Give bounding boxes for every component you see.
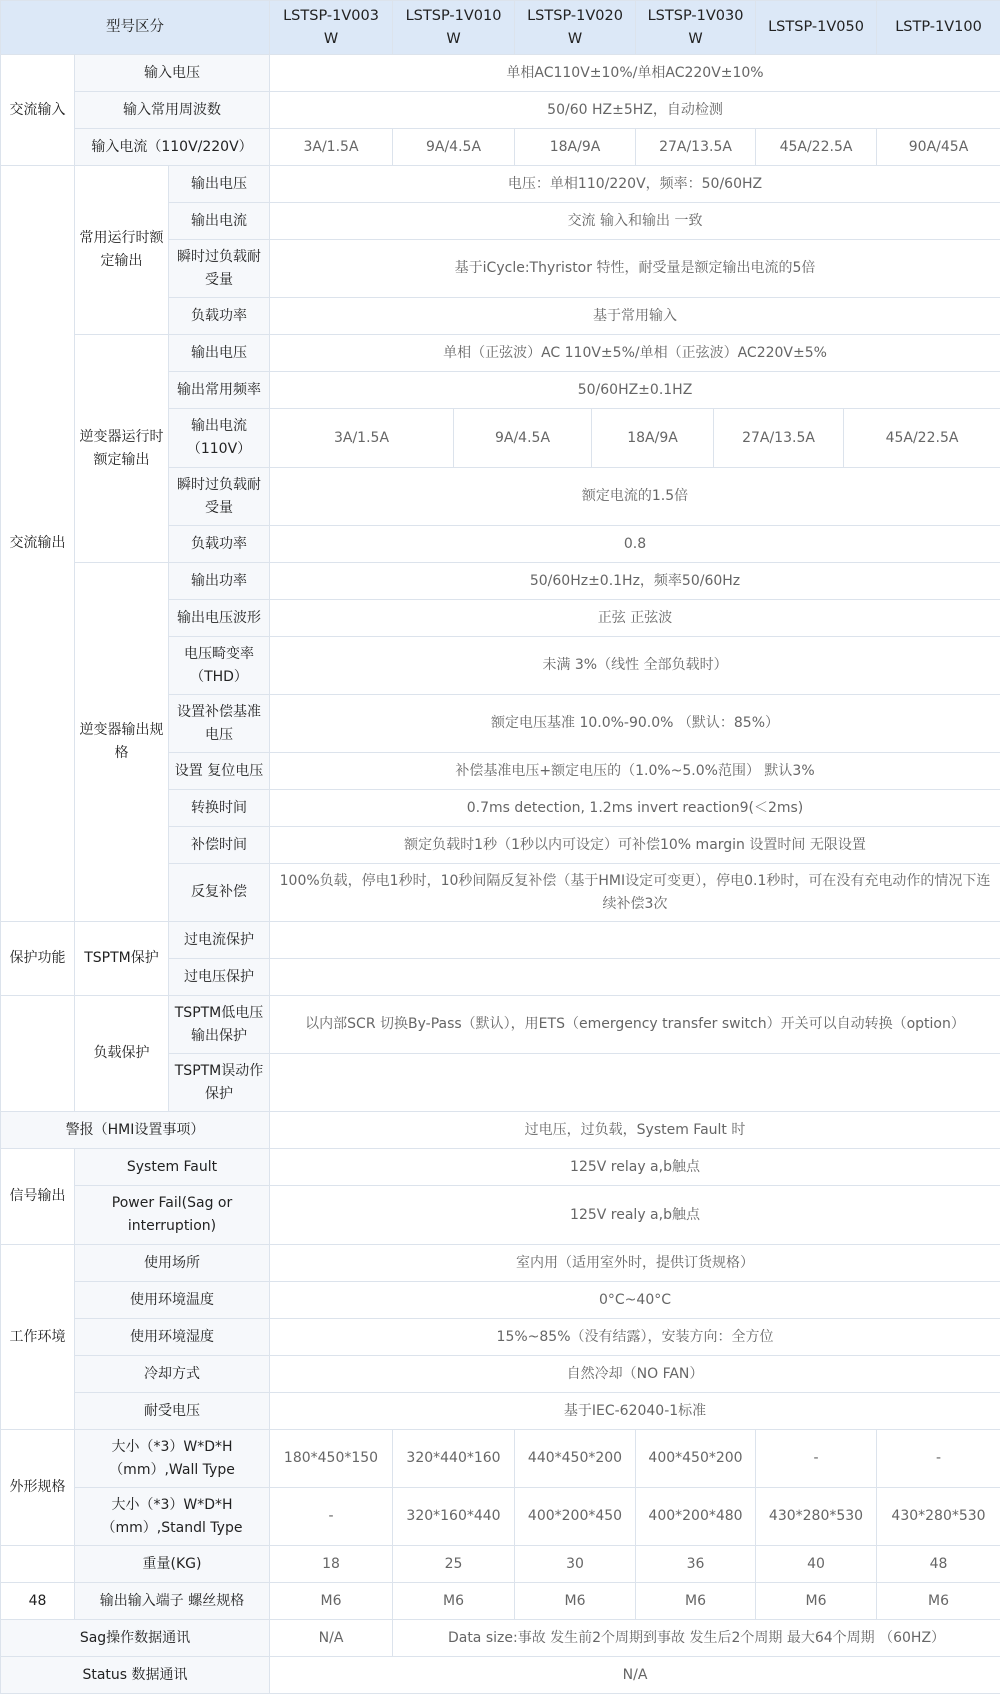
wall-size-5: - (756, 1430, 877, 1488)
malfunction-label: TSPTM误动作保护 (169, 1054, 270, 1112)
terminal-1: M6 (270, 1583, 393, 1620)
model-header-2: LSTSP-1V010 W (393, 1, 515, 55)
weight-3: 30 (515, 1546, 636, 1583)
normal-power-label: 负载功率 (169, 298, 270, 335)
stand-size-2: 320*160*440 (393, 1488, 515, 1546)
model-header-5: LSTSP-1V050 (756, 1, 877, 55)
spec-power-value: 50/60Hz±0.1Hz，频率50/60Hz (270, 563, 1000, 600)
alarm-label: 警报（HMI设置事项） (1, 1112, 270, 1149)
stand-size-label: 大小（*3）W*D*H（mm）,Standl Type (75, 1488, 270, 1546)
stand-size-4: 400*200*480 (636, 1488, 756, 1546)
inverter-frequency-value: 50/60HZ±0.1HZ (270, 372, 1000, 409)
sag-comm-label: Sag操作数据通讯 (1, 1620, 270, 1657)
spec-power-label: 输出功率 (169, 563, 270, 600)
load-protection-blank (1, 996, 75, 1112)
normal-current-value: 交流 输入和输出 一致 (270, 203, 1000, 240)
tsptm-protection-group: TSPTM保护 (75, 922, 169, 996)
inverter-overload-label: 瞬时过负载耐受量 (169, 468, 270, 526)
inverter-voltage-value: 单相（正弦波）AC 110V±5%/单相（正弦波）AC220V±5% (270, 335, 1000, 372)
ac-input-group: 交流输入 (1, 55, 75, 166)
wall-size-1: 180*450*150 (270, 1430, 393, 1488)
terminal-6: M6 (877, 1583, 1000, 1620)
withstand-value: 基于IEC-62040-1标准 (270, 1393, 1000, 1430)
input-current-4: 27A/13.5A (636, 129, 756, 166)
input-frequency-value: 50/60 HZ±5HZ，自动检测 (270, 92, 1000, 129)
input-current-5: 45A/22.5A (756, 129, 877, 166)
sag-comm-first: N/A (270, 1620, 393, 1657)
spec-transfer-time-label: 转换时间 (169, 790, 270, 827)
normal-voltage-label: 输出电压 (169, 166, 270, 203)
input-current-2: 9A/4.5A (393, 129, 515, 166)
normal-overload-label: 瞬时过负载耐受量 (169, 240, 270, 298)
spec-repeat-comp-label: 反复补偿 (169, 864, 270, 922)
overcurrent-label: 过电流保护 (169, 922, 270, 959)
temperature-label: 使用环境温度 (75, 1282, 270, 1319)
spec-comp-ref-label: 设置补偿基准电压 (169, 695, 270, 753)
signal-output-group: 信号输出 (1, 1149, 75, 1245)
low-voltage-value: 以内部SCR 切换By-Pass（默认），用ETS（emergency transfer switch）开关可以自动转换（option） (270, 996, 1000, 1054)
weight-2: 25 (393, 1546, 515, 1583)
location-value: 室内用（适用室外时，提供订货规格） (270, 1245, 1000, 1282)
input-current-label: 输入电流（110V/220V） (75, 129, 270, 166)
stand-size-3: 400*200*450 (515, 1488, 636, 1546)
humidity-label: 使用环境湿度 (75, 1319, 270, 1356)
normal-overload-value: 基于iCycle:Thyristor 特性，耐受量是额定输出电流的5倍 (270, 240, 1000, 298)
wall-size-label: 大小（*3）W*D*H（mm）,Wall Type (75, 1430, 270, 1488)
weight-label: 重量(KG) (75, 1546, 270, 1583)
weight-blank (1, 1546, 75, 1583)
inverter-current-values (270, 409, 1000, 468)
terminal-4: M6 (636, 1583, 756, 1620)
inverter-current-1: 3A/1.5A (270, 409, 454, 467)
low-voltage-label: TSPTM低电压输出保护 (169, 996, 270, 1054)
terminal-label: 输出输入端子 螺丝规格 (75, 1583, 270, 1620)
system-fault-value: 125V relay a,b触点 (270, 1149, 1000, 1186)
spec-reset-voltage-value: 补偿基准电压+额定电压的（1.0%~5.0%范围） 默认3% (270, 753, 1000, 790)
malfunction-value (270, 1054, 1000, 1112)
spec-repeat-comp-value: 100%负载，停电1秒时，10秒间隔反复补偿（基于HMI设定可变更），停电0.1秒时，可在没有充电动作的情况下连续补偿3次 (270, 864, 1000, 922)
header-label: 型号区分 (1, 1, 270, 55)
inverter-current-subtable (270, 409, 1000, 467)
input-current-1: 3A/1.5A (270, 129, 393, 166)
input-current-6: 90A/45A (877, 129, 1000, 166)
cooling-value: 自然冷却（NO FAN） (270, 1356, 1000, 1393)
inverter-current-label: 输出电流（110V） (169, 409, 270, 468)
model-header-4: LSTSP-1V030 W (636, 1, 756, 55)
status-comm-label: Status 数据通讯 (1, 1657, 270, 1694)
inverter-current-4: 27A/13.5A (714, 409, 844, 467)
inverter-output-group: 逆变器运行时额定输出 (75, 335, 169, 563)
input-frequency-label: 输入常用周波数 (75, 92, 270, 129)
terminal-3: M6 (515, 1583, 636, 1620)
input-current-3: 18A/9A (515, 129, 636, 166)
load-protection-group: 负载保护 (75, 996, 169, 1112)
location-label: 使用场所 (75, 1245, 270, 1282)
humidity-value: 15%~85%（没有结露），安装方向：全方位 (270, 1319, 1000, 1356)
wall-size-2: 320*440*160 (393, 1430, 515, 1488)
power-fail-value: 125V realy a,b触点 (270, 1186, 1000, 1245)
model-header-1: LSTSP-1V003 W (270, 1, 393, 55)
inverter-current-3: 18A/9A (592, 409, 714, 467)
overvoltage-label: 过电压保护 (169, 959, 270, 996)
temperature-value: 0°C~40°C (270, 1282, 1000, 1319)
spec-transfer-time-value: 0.7ms detection, 1.2ms invert reaction9(＜2ms) (270, 790, 1000, 827)
withstand-label: 耐受电压 (75, 1393, 270, 1430)
stand-size-5: 430*280*530 (756, 1488, 877, 1546)
terminal-2: M6 (393, 1583, 515, 1620)
terminal-group: 48 (1, 1583, 75, 1620)
status-comm-value: N/A (270, 1657, 1000, 1694)
weight-1: 18 (270, 1546, 393, 1583)
model-header-3: LSTSP-1V020 W (515, 1, 636, 55)
spec-thd-label: 电压畸变率（THD） (169, 637, 270, 695)
wall-size-6: - (877, 1430, 1000, 1488)
inverter-power-value: 0.8 (270, 526, 1000, 563)
wall-size-4: 400*450*200 (636, 1430, 756, 1488)
weight-5: 40 (756, 1546, 877, 1583)
terminal-5: M6 (756, 1583, 877, 1620)
cooling-label: 冷却方式 (75, 1356, 270, 1393)
inverter-current-5: 45A/22.5A (885, 429, 959, 446)
normal-power-value: 基于常用输入 (270, 298, 1000, 335)
model-header-6: LSTP-1V100 (877, 1, 1000, 55)
weight-4: 36 (636, 1546, 756, 1583)
protection-group: 保护功能 (1, 922, 75, 996)
alarm-value: 过电压，过负载，System Fault 时 (270, 1112, 1000, 1149)
ac-output-group: 交流输出 (1, 166, 75, 922)
normal-voltage-value: 电压：单相110/220V，频率：50/60HZ (270, 166, 1000, 203)
inverter-overload-value: 额定电流的1.5倍 (270, 468, 1000, 526)
spec-reset-voltage-label: 设置 复位电压 (169, 753, 270, 790)
spec-comp-time-value: 额定负载时1秒（1秒以内可设定）可补偿10% margin 设置时间 无限设置 (270, 827, 1000, 864)
sag-comm-value: Data size:事故 发生前2个周期到事故 发生后2个周期 最大64个周期 （60HZ） (393, 1620, 1000, 1657)
inverter-frequency-label: 输出常用频率 (169, 372, 270, 409)
environment-group: 工作环境 (1, 1245, 75, 1430)
normal-current-label: 输出电流 (169, 203, 270, 240)
inverter-spec-group: 逆变器输出规格 (75, 563, 169, 922)
spec-comp-ref-value: 额定电压基准 10.0%-90.0% （默认：85%） (270, 695, 1000, 753)
spec-waveform-value: 正弦 正弦波 (270, 600, 1000, 637)
spec-comp-time-label: 补偿时间 (169, 827, 270, 864)
inverter-power-label: 负载功率 (169, 526, 270, 563)
input-voltage-value: 单相AC110V±10%/单相AC220V±10% (270, 55, 1000, 92)
stand-size-1: - (270, 1488, 393, 1546)
inverter-current-2: 9A/4.5A (454, 409, 592, 467)
weight-6: 48 (877, 1546, 1000, 1583)
spec-thd-value: 未满 3%（线性 全部负载时） (270, 637, 1000, 695)
wall-size-3: 440*450*200 (515, 1430, 636, 1488)
input-voltage-label: 输入电压 (75, 55, 270, 92)
dimensions-group: 外形规格 (1, 1430, 75, 1546)
inverter-voltage-label: 输出电压 (169, 335, 270, 372)
power-fail-label: Power Fail(Sag or interruption) (75, 1186, 270, 1245)
overcurrent-value (270, 922, 1000, 959)
system-fault-label: System Fault (75, 1149, 270, 1186)
stand-size-6: 430*280*530 (877, 1488, 1000, 1546)
overvoltage-value (270, 959, 1000, 996)
spec-waveform-label: 输出电压波形 (169, 600, 270, 637)
normal-output-group: 常用运行时额定输出 (75, 166, 169, 335)
